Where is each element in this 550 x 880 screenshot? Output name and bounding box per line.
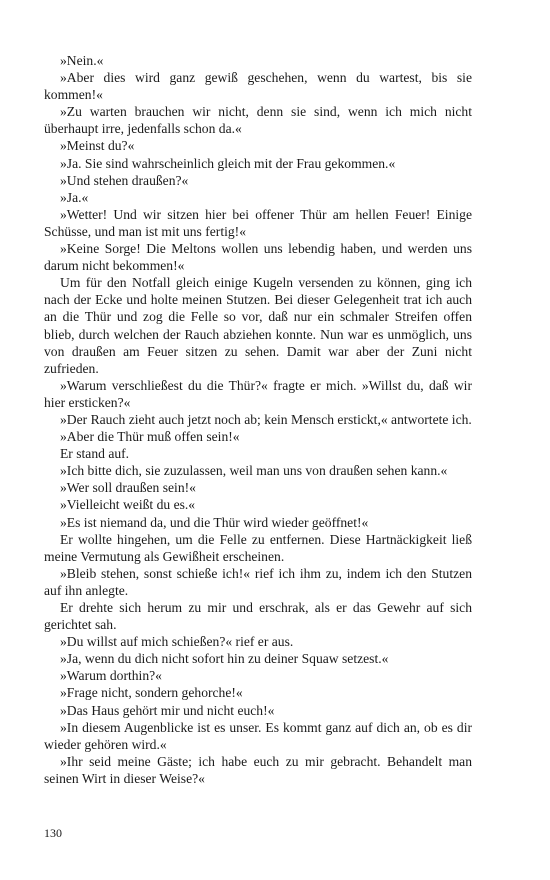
paragraph: »Keine Sorge! Die Meltons wollen uns lebendig haben, und werden uns darum nicht bekommen!« <box>44 241 472 274</box>
paragraph: »Warum dorthin?« <box>60 668 162 684</box>
paragraph: »Bleib stehen, sonst schieße ich!« rief ich ihm zu, indem ich den Stutzen auf ihn anlegte. <box>44 565 472 598</box>
paragraph: »Aber die Thür muß offen sein!« <box>60 429 240 445</box>
paragraph: »Wer soll draußen sein!« <box>60 480 196 496</box>
paragraph: »Nein.« <box>60 53 104 68</box>
paragraph: »Und stehen draußen?« <box>60 172 189 188</box>
paragraph: Er stand auf. <box>60 446 130 462</box>
paragraph: »Ja.« <box>60 189 89 205</box>
page-body <box>44 52 472 787</box>
paragraph: »Wetter! Und wir sitzen hier bei offener Thür am hellen Feuer! Einige Schüsse, und man ist mit uns fertig!« <box>44 206 472 239</box>
paragraph: »Warum verschließest du die Thür?« fragte er mich. »Willst du, daß wir hier ersticken?« <box>44 377 472 410</box>
paragraph: »Der Rauch zieht auch jetzt noch ab; kein Mensch erstickt,« antwortete ich. <box>60 411 472 427</box>
paragraph: »Vielleicht weißt du es.« <box>60 497 196 513</box>
paragraph: Er drehte sich herum zu mir und erschrak, als er das Gewehr auf sich gerichtet sah. <box>44 600 472 633</box>
paragraph: »Ich bitte dich, sie zuzulassen, weil man uns von draußen sehen kann.« <box>60 463 448 479</box>
paragraph: »Es ist niemand da, und die Thür wird wieder geöffnet!« <box>60 514 369 530</box>
paragraph: »Das Haus gehört mir und nicht euch!« <box>60 702 275 718</box>
paragraph: Um für den Notfall gleich einige Kugeln versenden zu können, ging ich nach der Ecke und holte meinen Stutzen. Bei dieser Gelegenheit trat ich auch an die Thür und zog die Felle so vor, daß nur ein schmaler Streifen offen blieb, durch welchen der Rauch abziehen konnte. Nun war es unmöglich, uns von draußen am Feuer sitzen zu sehen. Damit war aber der Zuni nicht zufrieden. <box>44 275 472 376</box>
paragraph: »Du willst auf mich schießen?« rief er aus. <box>60 634 294 650</box>
paragraph: Er wollte hingehen, um die Felle zu entfernen. Diese Hartnäckigkeit ließ meine Vermutung als Gewißheit erscheinen. <box>44 531 472 564</box>
paragraph: »Ja. Sie sind wahrscheinlich gleich mit der Frau gekommen.« <box>60 155 396 171</box>
paragraph: »Meinst du?« <box>60 138 135 154</box>
paragraph: »Ihr seid meine Gäste; ich habe euch zu mir gebracht. Behandelt man seinen Wirt in dieser Weise?« <box>44 753 472 786</box>
paragraph: »Frage nicht, sondern gehorche!« <box>60 685 243 701</box>
paragraph: »In diesem Augenblicke ist es unser. Es kommt ganz auf dich an, ob es dir wieder gehören wird.« <box>44 719 472 752</box>
paragraph: »Aber dies wird ganz gewiß geschehen, wenn du wartest, bis sie kommen!« <box>44 70 472 103</box>
paragraph: »Zu warten brauchen wir nicht, denn sie sind, wenn ich mich nicht überhaupt irre, jedenfalls schon da.« <box>44 104 472 137</box>
paragraph: »Ja, wenn du dich nicht sofort hin zu deiner Squaw setzest.« <box>60 651 389 667</box>
page-number: 130 <box>44 826 62 840</box>
